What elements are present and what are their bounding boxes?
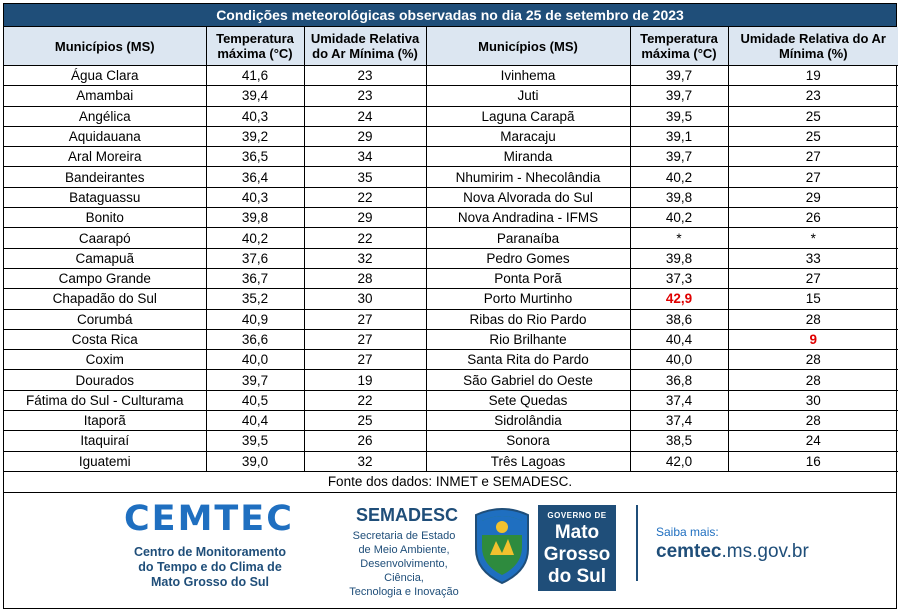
table-row (4, 411, 898, 431)
table-row (4, 248, 898, 268)
temperature-cell: 39,5 (206, 431, 304, 451)
humidity-cell: 25 (728, 106, 898, 126)
coat-of-arms-icon (470, 505, 534, 585)
municipio-cell: Ivinhema (426, 66, 630, 86)
municipio-cell: Campo Grande (4, 268, 206, 288)
temperature-cell: 39,5 (630, 106, 728, 126)
temperature-cell: 37,4 (630, 411, 728, 431)
table-body (4, 66, 898, 472)
saiba-mais-label: Saiba mais: (656, 524, 719, 539)
municipio-cell: Ribas do Rio Pardo (426, 309, 630, 329)
humidity-cell: 30 (728, 390, 898, 410)
municipio-cell: Angélica (4, 106, 206, 126)
municipio-cell: Fátima do Sul - Culturama (4, 390, 206, 410)
table-row (4, 228, 898, 248)
municipio-cell: Miranda (426, 147, 630, 167)
humidity-cell: 27 (728, 167, 898, 187)
humidity-cell: * (728, 228, 898, 248)
humidity-cell: 25 (728, 126, 898, 146)
municipio-cell: Bonito (4, 208, 206, 228)
temperature-cell: 39,7 (630, 86, 728, 106)
humidity-cell: 32 (304, 451, 426, 471)
humidity-cell: 32 (304, 248, 426, 268)
temperature-cell: 36,6 (206, 329, 304, 349)
municipio-cell: Coxim (4, 350, 206, 370)
header-municipio-left: Municípios (MS) (4, 27, 206, 66)
temperature-cell: 39,8 (630, 248, 728, 268)
table-row (4, 289, 898, 309)
table-row (4, 106, 898, 126)
municipio-cell: Camapuã (4, 248, 206, 268)
municipio-cell: São Gabriel do Oeste (426, 370, 630, 390)
municipio-cell: Corumbá (4, 309, 206, 329)
table-row (4, 329, 898, 349)
municipio-cell: Itaporã (4, 411, 206, 431)
temperature-cell: 36,8 (630, 370, 728, 390)
header-umid-right: Umidade Relativa do Ar Mínima (%) (728, 27, 898, 66)
municipio-cell: Bandeirantes (4, 167, 206, 187)
municipio-cell: Sidrolândia (426, 411, 630, 431)
table-row (4, 208, 898, 228)
temperature-cell: 39,2 (206, 126, 304, 146)
temperature-cell: 39,7 (630, 147, 728, 167)
temperature-cell: 37,4 (630, 390, 728, 410)
humidity-cell: 28 (728, 370, 898, 390)
temperature-cell: * (630, 228, 728, 248)
temperature-cell: 40,4 (630, 329, 728, 349)
temperature-cell: 39,7 (630, 66, 728, 86)
municipio-cell: Rio Brilhante (426, 329, 630, 349)
report-title: Condições meteorológicas observadas no dia 25 de setembro de 2023 (4, 4, 896, 27)
humidity-cell: 33 (728, 248, 898, 268)
temperature-cell: 40,0 (206, 350, 304, 370)
humidity-cell: 9 (728, 329, 898, 349)
temperature-cell: 37,6 (206, 248, 304, 268)
header-temp-right: Temperatura máxima (°C) (630, 27, 728, 66)
temperature-cell: 36,4 (206, 167, 304, 187)
municipio-cell: Sonora (426, 431, 630, 451)
humidity-cell: 26 (728, 208, 898, 228)
humidity-cell: 34 (304, 147, 426, 167)
temperature-cell: 39,1 (630, 126, 728, 146)
temperature-cell: 39,8 (206, 208, 304, 228)
website-link[interactable]: cemtec.ms.gov.br (656, 540, 809, 562)
humidity-cell: 28 (728, 350, 898, 370)
municipio-cell: Três Lagoas (426, 451, 630, 471)
temperature-cell: 42,0 (630, 451, 728, 471)
temperature-cell: 35,2 (206, 289, 304, 309)
humidity-cell: 28 (304, 268, 426, 288)
data-source: Fonte dos dados: INMET e SEMADESC. (4, 472, 896, 493)
table-row (4, 147, 898, 167)
temperature-cell: 40,3 (206, 106, 304, 126)
municipio-cell: Itaquiraí (4, 431, 206, 451)
humidity-cell: 30 (304, 289, 426, 309)
humidity-cell: 35 (304, 167, 426, 187)
municipio-cell: Caarapó (4, 228, 206, 248)
humidity-cell: 26 (304, 431, 426, 451)
humidity-cell: 27 (304, 329, 426, 349)
temperature-cell: 38,6 (630, 309, 728, 329)
municipio-cell: Água Clara (4, 66, 206, 86)
table-row (4, 309, 898, 329)
table-row (4, 167, 898, 187)
temperature-cell: 40,0 (630, 350, 728, 370)
municipio-cell: Porto Murtinho (426, 289, 630, 309)
report-frame (3, 3, 897, 609)
humidity-cell: 24 (304, 106, 426, 126)
logo-divider (636, 505, 638, 581)
temperature-cell: 40,2 (630, 208, 728, 228)
table-row (4, 451, 898, 471)
humidity-cell: 23 (728, 86, 898, 106)
temperature-cell: 40,2 (206, 228, 304, 248)
temperature-cell: 39,7 (206, 370, 304, 390)
temperature-cell: 40,4 (206, 411, 304, 431)
municipio-cell: Nova Alvorada do Sul (426, 187, 630, 207)
humidity-cell: 22 (304, 390, 426, 410)
humidity-cell: 22 (304, 228, 426, 248)
governo-ms-logo: GOVERNO DE Mato Grosso do Sul (538, 505, 616, 591)
municipio-cell: Laguna Carapã (426, 106, 630, 126)
municipio-cell: Dourados (4, 370, 206, 390)
temperature-cell: 39,0 (206, 451, 304, 471)
table-header-row (4, 27, 898, 66)
municipio-cell: Pedro Gomes (426, 248, 630, 268)
humidity-cell: 23 (304, 66, 426, 86)
humidity-cell: 25 (304, 411, 426, 431)
municipio-cell: Nhumirim - Nhecolândia (426, 167, 630, 187)
humidity-cell: 22 (304, 187, 426, 207)
municipio-cell: Ponta Porã (426, 268, 630, 288)
municipio-cell: Costa Rica (4, 329, 206, 349)
humidity-cell: 16 (728, 451, 898, 471)
table-row (4, 370, 898, 390)
semadesc-subtitle: Secretaria de Estado de Meio Ambiente, Desenvolvimento, Ciência, Tecnologia e Inovação (349, 529, 459, 598)
temperature-cell: 36,5 (206, 147, 304, 167)
municipio-cell: Santa Rita do Pardo (426, 350, 630, 370)
municipio-cell: Aquidauana (4, 126, 206, 146)
municipio-cell: Iguatemi (4, 451, 206, 471)
municipio-cell: Aral Moreira (4, 147, 206, 167)
humidity-cell: 29 (304, 208, 426, 228)
header-temp-left: Temperatura máxima (°C) (206, 27, 304, 66)
cemtec-logo: CEMTEC (124, 498, 294, 539)
humidity-cell: 28 (728, 309, 898, 329)
temperature-cell: 39,8 (630, 187, 728, 207)
municipio-cell: Nova Andradina - IFMS (426, 208, 630, 228)
table-row (4, 66, 898, 86)
humidity-cell: 27 (304, 350, 426, 370)
municipio-cell: Amambai (4, 86, 206, 106)
temperature-cell: 40,2 (630, 167, 728, 187)
humidity-cell: 19 (304, 370, 426, 390)
table-row (4, 86, 898, 106)
humidity-cell: 24 (728, 431, 898, 451)
table-row (4, 431, 898, 451)
temperature-cell: 39,4 (206, 86, 304, 106)
header-municipio-right: Municípios (MS) (426, 27, 630, 66)
humidity-cell: 15 (728, 289, 898, 309)
table-row (4, 126, 898, 146)
weather-table (4, 27, 898, 472)
humidity-cell: 23 (304, 86, 426, 106)
municipio-cell: Bataguassu (4, 187, 206, 207)
table-row (4, 350, 898, 370)
temperature-cell: 37,3 (630, 268, 728, 288)
table-row (4, 187, 898, 207)
table-row (4, 268, 898, 288)
municipio-cell: Maracaju (426, 126, 630, 146)
humidity-cell: 27 (304, 309, 426, 329)
municipio-cell: Paranaíba (426, 228, 630, 248)
humidity-cell: 27 (728, 268, 898, 288)
header-umid-left: Umidade Relativa do Ar Mínima (%) (304, 27, 426, 66)
humidity-cell: 29 (304, 126, 426, 146)
semadesc-logo: SEMADESC (356, 504, 459, 525)
municipio-cell: Juti (426, 86, 630, 106)
humidity-cell: 29 (728, 187, 898, 207)
temperature-cell: 40,3 (206, 187, 304, 207)
municipio-cell: Sete Quedas (426, 390, 630, 410)
humidity-cell: 28 (728, 411, 898, 431)
municipio-cell: Chapadão do Sul (4, 289, 206, 309)
temperature-cell: 40,5 (206, 390, 304, 410)
cemtec-subtitle: Centro de Monitoramento do Tempo e do Clima de Mato Grosso do Sul (133, 544, 287, 589)
footer-logos (4, 493, 896, 613)
table-row (4, 390, 898, 410)
temperature-cell: 41,6 (206, 66, 304, 86)
temperature-cell: 42,9 (630, 289, 728, 309)
temperature-cell: 38,5 (630, 431, 728, 451)
humidity-cell: 27 (728, 147, 898, 167)
humidity-cell: 19 (728, 66, 898, 86)
temperature-cell: 40,9 (206, 309, 304, 329)
temperature-cell: 36,7 (206, 268, 304, 288)
